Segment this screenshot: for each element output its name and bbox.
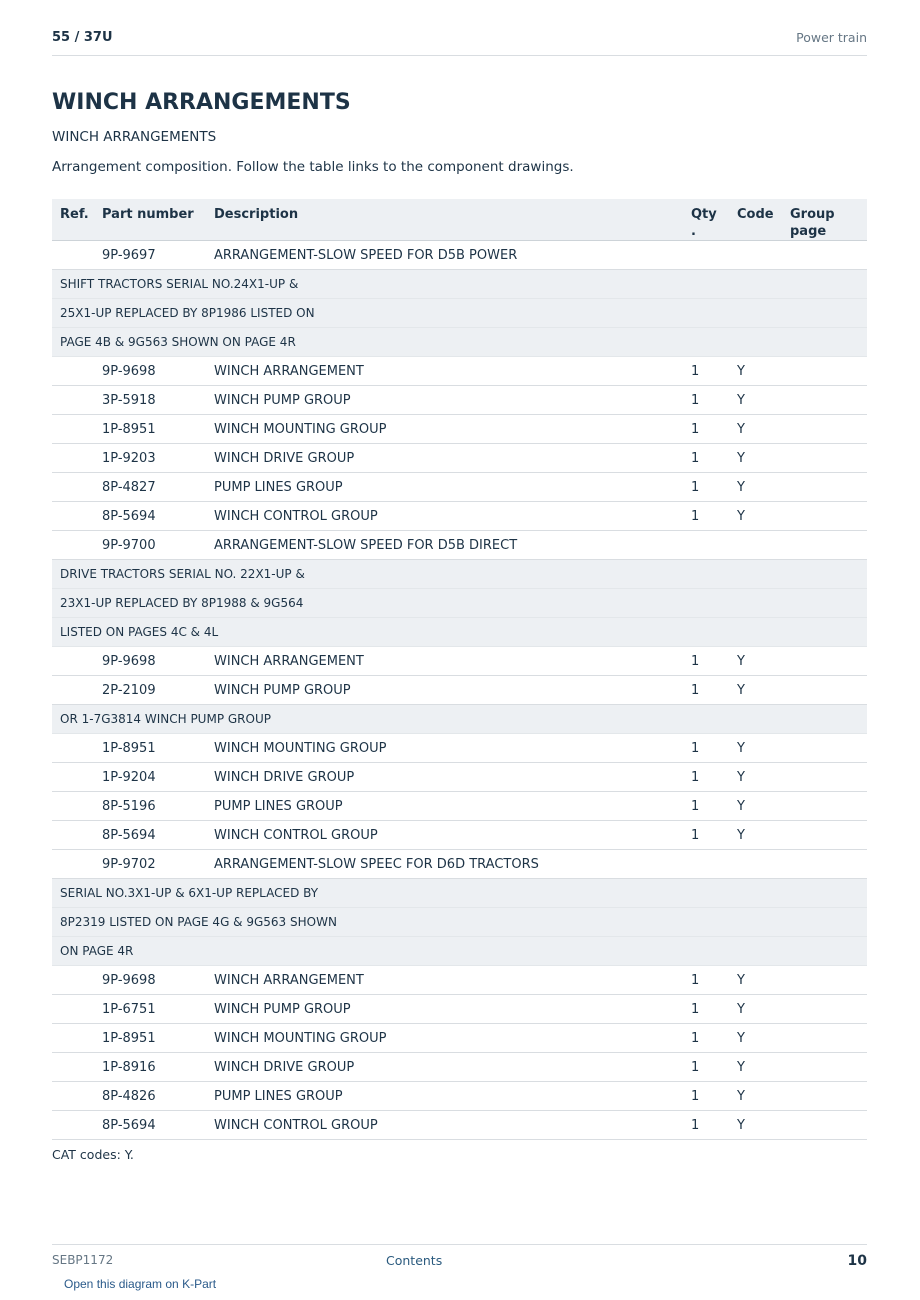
description-cell: WINCH ARRANGEMENT: [210, 647, 683, 676]
group-page-cell: [782, 995, 867, 1024]
table-row: [52, 734, 867, 763]
note-row: [52, 560, 867, 589]
ref-cell: [52, 1082, 98, 1111]
code-cell: Y: [729, 1024, 782, 1053]
col-header-group-page: Group page: [782, 199, 867, 241]
group-page-cell: [782, 502, 867, 531]
part-number-cell: 1P-8951: [98, 1024, 210, 1053]
code-cell: Y: [729, 995, 782, 1024]
qty-cell: 1: [683, 415, 729, 444]
group-page-cell: [782, 1111, 867, 1140]
code-cell: Y: [729, 444, 782, 473]
part-number-cell: 8P-4826: [98, 1082, 210, 1111]
group-page-cell: [782, 792, 867, 821]
page-header: [52, 28, 867, 56]
code-cell: Y: [729, 386, 782, 415]
part-number-cell: 1P-8916: [98, 1053, 210, 1082]
description-cell: ARRANGEMENT-SLOW SPEEC FOR D6D TRACTORS: [210, 850, 683, 879]
qty-cell: 1: [683, 444, 729, 473]
ref-cell: [52, 357, 98, 386]
ref-cell: [52, 473, 98, 502]
ref-cell: [52, 966, 98, 995]
code-cell: Y: [729, 734, 782, 763]
group-page-cell: [782, 473, 867, 502]
table-row: [52, 386, 867, 415]
description-cell: WINCH ARRANGEMENT: [210, 966, 683, 995]
qty-cell: 1: [683, 647, 729, 676]
group-page-cell: [782, 241, 867, 270]
group-page-cell: [782, 531, 867, 560]
group-page-cell: [782, 357, 867, 386]
note-row: [52, 879, 867, 908]
col-header-part-number: Part number: [98, 199, 210, 241]
note-text: PAGE 4B & 9G563 SHOWN ON PAGE 4R: [52, 328, 867, 357]
code-cell: Y: [729, 473, 782, 502]
table-row: [52, 444, 867, 473]
table-row: [52, 995, 867, 1024]
qty-cell: 1: [683, 473, 729, 502]
ref-cell: [52, 1053, 98, 1082]
part-number-cell: 9P-9700: [98, 531, 210, 560]
ref-cell: [52, 386, 98, 415]
document-id: SEBP1172: [52, 1253, 114, 1267]
part-number-cell: 8P-5694: [98, 1111, 210, 1140]
code-cell: [729, 531, 782, 560]
qty-cell: 1: [683, 1111, 729, 1140]
group-page-cell: [782, 676, 867, 705]
note-text: DRIVE TRACTORS SERIAL NO. 22X1-UP &: [52, 560, 867, 589]
ref-cell: [52, 763, 98, 792]
col-header-ref: Ref.: [52, 199, 98, 241]
note-row: [52, 589, 867, 618]
contents-link[interactable]: Contents: [386, 1253, 443, 1268]
code-cell: Y: [729, 357, 782, 386]
description-cell: WINCH MOUNTING GROUP: [210, 734, 683, 763]
cat-codes-note: CAT codes: Y.: [52, 1147, 134, 1162]
table-row: [52, 241, 867, 270]
note-text: 8P2319 LISTED ON PAGE 4G & 9G563 SHOWN: [52, 908, 867, 937]
qty-cell: 1: [683, 1053, 729, 1082]
note-text: SHIFT TRACTORS SERIAL NO.24X1-UP &: [52, 270, 867, 299]
note-row: [52, 908, 867, 937]
intro-text: Arrangement composition. Follow the table links to the component drawings.: [52, 159, 574, 175]
qty-cell: 1: [683, 821, 729, 850]
note-text: ON PAGE 4R: [52, 937, 867, 966]
description-cell: PUMP LINES GROUP: [210, 473, 683, 502]
part-number-cell: 1P-9204: [98, 763, 210, 792]
table-row: [52, 647, 867, 676]
part-number-cell: 9P-9698: [98, 357, 210, 386]
ref-cell: [52, 1111, 98, 1140]
page-number: 10: [847, 1253, 867, 1269]
description-cell: WINCH DRIVE GROUP: [210, 1053, 683, 1082]
group-page-cell: [782, 415, 867, 444]
qty-cell: 1: [683, 676, 729, 705]
part-number-cell: 8P-4827: [98, 473, 210, 502]
ref-cell: [52, 502, 98, 531]
page-title: WINCH ARRANGEMENTS: [52, 90, 351, 115]
qty-cell: 1: [683, 763, 729, 792]
description-cell: WINCH CONTROL GROUP: [210, 821, 683, 850]
part-number-cell: 1P-9203: [98, 444, 210, 473]
code-cell: Y: [729, 647, 782, 676]
qty-cell: [683, 531, 729, 560]
note-row: [52, 705, 867, 734]
kpart-link[interactable]: Open this diagram on K-Part: [64, 1277, 217, 1291]
page-reference: 55 / 37U: [52, 30, 113, 45]
note-row: [52, 299, 867, 328]
part-number-cell: 8P-5196: [98, 792, 210, 821]
description-cell: WINCH PUMP GROUP: [210, 995, 683, 1024]
code-cell: Y: [729, 1082, 782, 1111]
page-subtitle: WINCH ARRANGEMENTS: [52, 129, 217, 145]
description-cell: WINCH CONTROL GROUP: [210, 502, 683, 531]
note-text: LISTED ON PAGES 4C & 4L: [52, 618, 867, 647]
table-row: [52, 676, 867, 705]
ref-cell: [52, 241, 98, 270]
qty-cell: [683, 850, 729, 879]
qty-cell: 1: [683, 357, 729, 386]
qty-cell: 1: [683, 1024, 729, 1053]
group-page-cell: [782, 444, 867, 473]
qty-cell: [683, 241, 729, 270]
page-footer: [52, 1244, 867, 1275]
group-page-cell: [782, 386, 867, 415]
note-row: [52, 937, 867, 966]
table-row: [52, 763, 867, 792]
code-cell: [729, 241, 782, 270]
section-name: Power train: [796, 30, 867, 45]
part-number-cell: 9P-9698: [98, 647, 210, 676]
part-number-cell: 1P-8951: [98, 734, 210, 763]
col-header-qty: Qty .: [683, 199, 729, 241]
description-cell: WINCH CONTROL GROUP: [210, 1111, 683, 1140]
part-number-cell: 3P-5918: [98, 386, 210, 415]
description-cell: PUMP LINES GROUP: [210, 792, 683, 821]
code-cell: Y: [729, 792, 782, 821]
ref-cell: [52, 734, 98, 763]
table-row: [52, 473, 867, 502]
group-page-cell: [782, 850, 867, 879]
code-cell: Y: [729, 676, 782, 705]
part-number-cell: 1P-6751: [98, 995, 210, 1024]
note-row: [52, 328, 867, 357]
description-cell: WINCH MOUNTING GROUP: [210, 415, 683, 444]
ref-cell: [52, 531, 98, 560]
note-row: [52, 618, 867, 647]
col-header-description: Description: [210, 199, 683, 241]
note-text: OR 1-7G3814 WINCH PUMP GROUP: [52, 705, 867, 734]
table-row: [52, 966, 867, 995]
ref-cell: [52, 444, 98, 473]
table-row: [52, 531, 867, 560]
description-cell: WINCH DRIVE GROUP: [210, 444, 683, 473]
qty-cell: 1: [683, 502, 729, 531]
code-cell: Y: [729, 1053, 782, 1082]
table-row: [52, 357, 867, 386]
table-body: [52, 241, 867, 1140]
ref-cell: [52, 792, 98, 821]
note-text: 25X1-UP REPLACED BY 8P1986 LISTED ON: [52, 299, 867, 328]
code-cell: Y: [729, 966, 782, 995]
parts-table: [52, 199, 867, 1140]
part-number-cell: 9P-9698: [98, 966, 210, 995]
qty-cell: 1: [683, 792, 729, 821]
description-cell: WINCH PUMP GROUP: [210, 386, 683, 415]
description-cell: WINCH ARRANGEMENT: [210, 357, 683, 386]
table-row: [52, 1111, 867, 1140]
table-row: [52, 792, 867, 821]
code-cell: Y: [729, 1111, 782, 1140]
table-row: [52, 1082, 867, 1111]
description-cell: ARRANGEMENT-SLOW SPEED FOR D5B POWER: [210, 241, 683, 270]
ref-cell: [52, 850, 98, 879]
ref-cell: [52, 676, 98, 705]
part-number-cell: 2P-2109: [98, 676, 210, 705]
qty-cell: 1: [683, 1082, 729, 1111]
col-header-code: Code: [729, 199, 782, 241]
ref-cell: [52, 1024, 98, 1053]
ref-cell: [52, 647, 98, 676]
table-header-row: [52, 199, 867, 241]
table-row: [52, 502, 867, 531]
ref-cell: [52, 821, 98, 850]
group-page-cell: [782, 763, 867, 792]
part-number-cell: 8P-5694: [98, 821, 210, 850]
table-row: [52, 415, 867, 444]
note-row: [52, 270, 867, 299]
qty-cell: 1: [683, 995, 729, 1024]
table-row: [52, 821, 867, 850]
table-row: [52, 1053, 867, 1082]
description-cell: WINCH PUMP GROUP: [210, 676, 683, 705]
note-text: 23X1-UP REPLACED BY 8P1988 & 9G564: [52, 589, 867, 618]
description-cell: PUMP LINES GROUP: [210, 1082, 683, 1111]
description-cell: ARRANGEMENT-SLOW SPEED FOR D5B DIRECT: [210, 531, 683, 560]
code-cell: Y: [729, 502, 782, 531]
part-number-cell: 8P-5694: [98, 502, 210, 531]
group-page-cell: [782, 734, 867, 763]
group-page-cell: [782, 1053, 867, 1082]
code-cell: Y: [729, 415, 782, 444]
note-text: SERIAL NO.3X1-UP & 6X1-UP REPLACED BY: [52, 879, 867, 908]
table-row: [52, 850, 867, 879]
ref-cell: [52, 415, 98, 444]
qty-cell: 1: [683, 386, 729, 415]
table-row: [52, 1024, 867, 1053]
group-page-cell: [782, 821, 867, 850]
qty-cell: 1: [683, 734, 729, 763]
qty-cell: 1: [683, 966, 729, 995]
part-number-cell: 1P-8951: [98, 415, 210, 444]
code-cell: Y: [729, 763, 782, 792]
group-page-cell: [782, 1082, 867, 1111]
group-page-cell: [782, 647, 867, 676]
code-cell: [729, 850, 782, 879]
part-number-cell: 9P-9702: [98, 850, 210, 879]
description-cell: WINCH MOUNTING GROUP: [210, 1024, 683, 1053]
group-page-cell: [782, 966, 867, 995]
part-number-cell: 9P-9697: [98, 241, 210, 270]
group-page-cell: [782, 1024, 867, 1053]
description-cell: WINCH DRIVE GROUP: [210, 763, 683, 792]
ref-cell: [52, 995, 98, 1024]
code-cell: Y: [729, 821, 782, 850]
